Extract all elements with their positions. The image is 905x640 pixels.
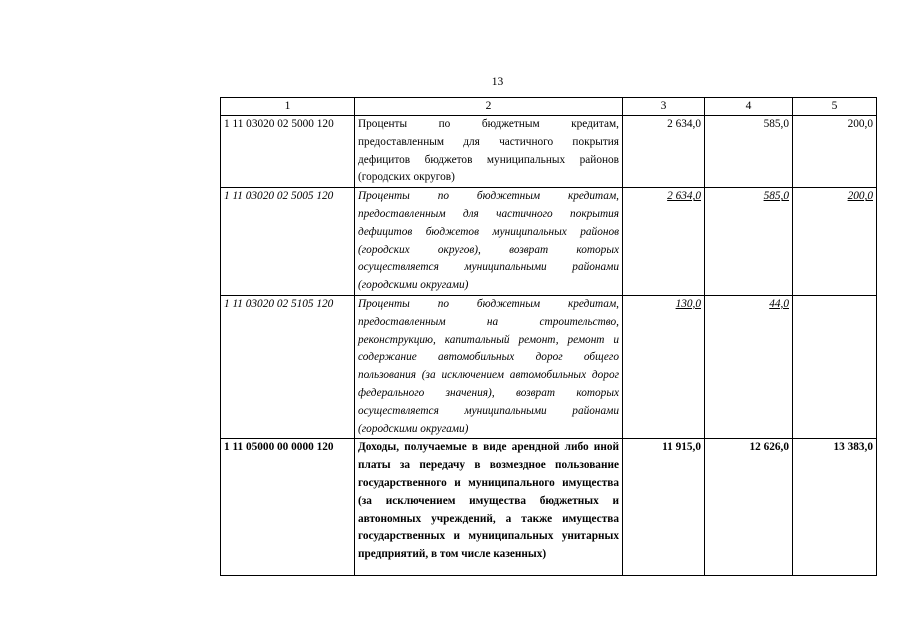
row-value-3: 11 915,0: [623, 439, 705, 576]
row-value-5: 200,0: [793, 116, 877, 188]
table-row: [221, 116, 877, 188]
budget-table: [220, 97, 877, 576]
table-row: [221, 295, 877, 438]
row-code: 1 11 05000 00 0000 120: [221, 439, 355, 576]
table-header-row: [221, 98, 877, 116]
row-description: Проценты по бюджетным кредитам, предоставленным для частичного покрытия дефицитов бюджетов муниципальных районов (городских округов): [355, 116, 623, 188]
header-col-2: 2: [355, 98, 623, 116]
header-col-3: 3: [623, 98, 705, 116]
row-value-4: 585,0: [705, 116, 793, 188]
row-value-4: 44,0: [769, 297, 789, 310]
row-value-5: 200,0: [847, 190, 873, 203]
row-value-5: 13 383,0: [793, 439, 877, 576]
table-row: [221, 188, 877, 296]
row-code: 1 11 03020 02 5105 120: [221, 295, 355, 438]
row-description: Доходы, получаемые в виде арендной либо иной платы за передачу в возмездное пользование государственного и муниципального имущества (за исключением имущества бюджетных и автономных учреждений, а также имущества государственных и муниципальных унитарных предприятий, в том числе казенных): [355, 439, 623, 576]
row-description: Проценты по бюджетным кредитам, предоставленным на строительство, реконструкцию, капитальный ремонт, ремонт и содержание автомобильных дорог общего пользования (за исключением автомобильных дорог федерального значения), возврат которых осуществляется муниципальными районами (городскими округами): [355, 295, 623, 438]
row-value-3: 130,0: [675, 297, 701, 310]
row-value-4: 585,0: [763, 190, 789, 203]
row-value-4: 12 626,0: [705, 439, 793, 576]
row-value-3: 2 634,0: [667, 190, 701, 203]
row-description: Проценты по бюджетным кредитам, предоставленным для частичного покрытия дефицитов бюджетов муниципальных районов (городских округов), возврат которых осуществляется муниципальными районами (городскими округами): [355, 188, 623, 296]
header-col-4: 4: [705, 98, 793, 116]
table-row: [221, 439, 877, 576]
header-col-1: 1: [221, 98, 355, 116]
header-col-5: 5: [793, 98, 877, 116]
page-number: 13: [491, 76, 504, 88]
row-value-3: 2 634,0: [623, 116, 705, 188]
row-code: 1 11 03020 02 5005 120: [221, 188, 355, 296]
row-code: 1 11 03020 02 5000 120: [221, 116, 355, 188]
